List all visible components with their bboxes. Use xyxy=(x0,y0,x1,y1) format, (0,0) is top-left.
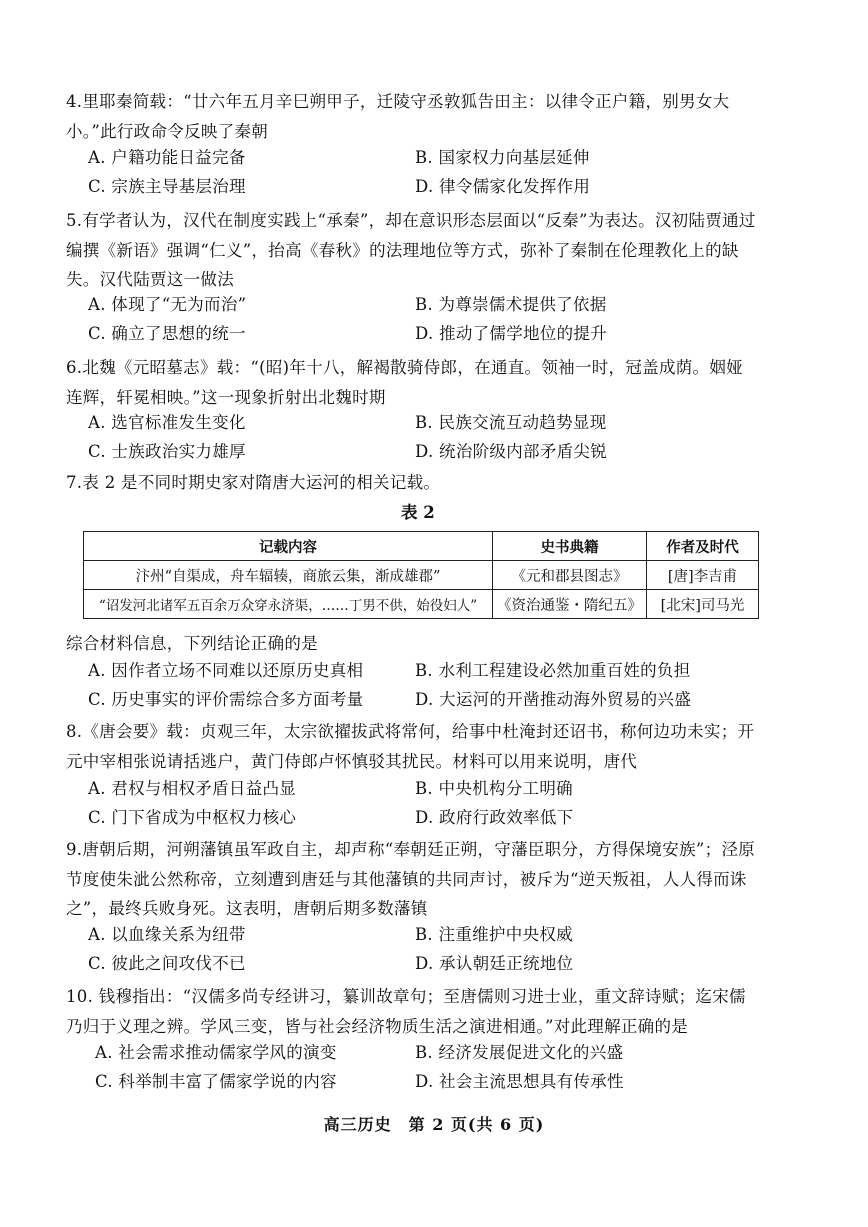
canal-records-table xyxy=(83,531,759,619)
page-footer: 高三历史 第 2 页(共 6 页) xyxy=(323,1115,545,1134)
question-6-option-c: C. 士族政治实力雄厚 xyxy=(88,442,246,461)
question-7-option-c: C. 历史事实的评价需综合多方面考量 xyxy=(88,690,364,709)
question-5-option-c: C. 确立了思想的统一 xyxy=(88,324,246,343)
question-9-stem: 9.唐朝后期，河朔藩镇虽军政自主，却声称“奉朝廷正朔，守藩臣职分，方得保境安族”；泾原节度使朱泚公然称帝，立刻遭到唐廷与其他藩镇的共同声讨，被斥为“逆天叛祖，人人得而诛之”，最终兵败身死。这表明，唐朝后期多数藩镇 xyxy=(66,840,756,918)
table-cell: [唐]李吉甫 xyxy=(647,561,759,590)
question-7-stem: 7.表 2 是不同时期史家对隋唐大运河的相关记载。 xyxy=(66,473,441,492)
question-8-stem: 8.《唐会要》载：贞观三年，太宗欲擢拔武将常何，给事中杜淹封还诏书，称何边功未实；开元中宰相张说请括逃户，黄门侍郎卢怀慎驳其扰民。材料可以用来说明，唐代 xyxy=(66,722,755,771)
table-cell: 《元和郡县图志》 xyxy=(493,561,647,590)
question-10-option-c: C. 科举制丰富了儒家学说的内容 xyxy=(95,1072,337,1091)
question-6-option-a: A. 选官标准发生变化 xyxy=(88,413,246,432)
question-4-option-d: D. 律令儒家化发挥作用 xyxy=(415,177,591,196)
question-10-option-b: B. 经济发展促进文化的兴盛 xyxy=(415,1043,624,1062)
table-caption: 表 2 xyxy=(401,503,435,522)
question-5-option-a: A. 体现了“无为而治” xyxy=(88,295,247,314)
question-4-stem: 4.里耶秦简载：“廿六年五月辛巳朔甲子，迁陵守丞敦狐告田主：以律令正户籍，别男女大小。”此行政命令反映了秦朝 xyxy=(66,92,730,141)
table-header: 史书典籍 xyxy=(493,532,647,561)
question-5-stem: 5.有学者认为，汉代在制度实践上“承秦”，却在意识形态层面以“反秦”为表达。汉初陆贾通过编撰《新语》强调“仁义”，抬高《春秋》的法理地位等方式，弥补了秦制在伦理教化上的缺失。汉代陆贾这一做法 xyxy=(66,211,756,289)
question-9-option-a: A. 以血缘关系为纽带 xyxy=(88,925,246,944)
question-8-option-a: A. 君权与相权矛盾日益凸显 xyxy=(88,779,297,798)
question-6-option-d: D. 统治阶级内部矛盾尖锐 xyxy=(415,442,608,461)
question-9-option-b: B. 注重维护中央权威 xyxy=(415,925,573,944)
question-7-prompt: 综合材料信息，下列结论正确的是 xyxy=(66,634,318,653)
question-5-option-d: D. 推动了儒学地位的提升 xyxy=(415,324,608,343)
question-9-option-d: D. 承认朝廷正统地位 xyxy=(415,954,574,973)
table-header: 记载内容 xyxy=(84,532,493,561)
question-8-option-c: C. 门下省成为中枢权力核心 xyxy=(88,808,297,827)
question-10-option-d: D. 社会主流思想具有传承性 xyxy=(415,1072,624,1091)
question-7-option-d: D. 大运河的开凿推动海外贸易的兴盛 xyxy=(415,690,692,709)
question-9-option-c: C. 彼此之间攻伐不已 xyxy=(88,954,246,973)
question-7-option-b: B. 水利工程建设必然加重百姓的负担 xyxy=(415,661,691,680)
question-10-option-a: A. 社会需求推动儒家学风的演变 xyxy=(95,1043,337,1062)
question-10-stem: 10. 钱穆指出：“汉儒多尚专经讲习，纂训故章句；至唐儒则习进士业，重文辞诗赋；迄宋儒乃归于义理之辨。学风三变，皆与社会经济物质生活之演进相通。”对此理解正确的是 xyxy=(66,987,746,1036)
question-4-option-b: B. 国家权力向基层延伸 xyxy=(415,148,590,167)
question-4-option-c: C. 宗族主导基层治理 xyxy=(88,177,246,196)
question-6-option-b: B. 民族交流互动趋势显现 xyxy=(415,413,607,432)
table-cell: [北宋]司马光 xyxy=(647,590,759,619)
question-5-option-b: B. 为尊崇儒术提供了依据 xyxy=(415,295,607,314)
question-8-option-b: B. 中央机构分工明确 xyxy=(415,779,573,798)
table-row xyxy=(84,561,759,590)
table-cell: 汴州“自渠成，舟车辐辏，商旅云集，渐成雄郡” xyxy=(84,561,493,590)
table-header: 作者及时代 xyxy=(647,532,759,561)
question-4-option-a: A. 户籍功能日益完备 xyxy=(88,148,246,167)
table-row xyxy=(84,590,759,619)
question-8-option-d: D. 政府行政效率低下 xyxy=(415,808,574,827)
question-7-option-a: A. 因作者立场不同难以还原历史真相 xyxy=(88,661,364,680)
table-cell: “诏发河北诸军五百余万众穿永济渠，……丁男不供，始役妇人” xyxy=(84,590,493,619)
question-6-stem: 6.北魏《元昭墓志》载：“(昭)年十八，解褐散骑侍郎，在通直。领袖一时，冠盖成荫。姻娅连辉，轩冕相映。”这一现象折射出北魏时期 xyxy=(66,358,743,407)
table-cell: 《资治通鉴・隋纪五》 xyxy=(493,590,647,619)
table-header-row xyxy=(84,532,759,561)
